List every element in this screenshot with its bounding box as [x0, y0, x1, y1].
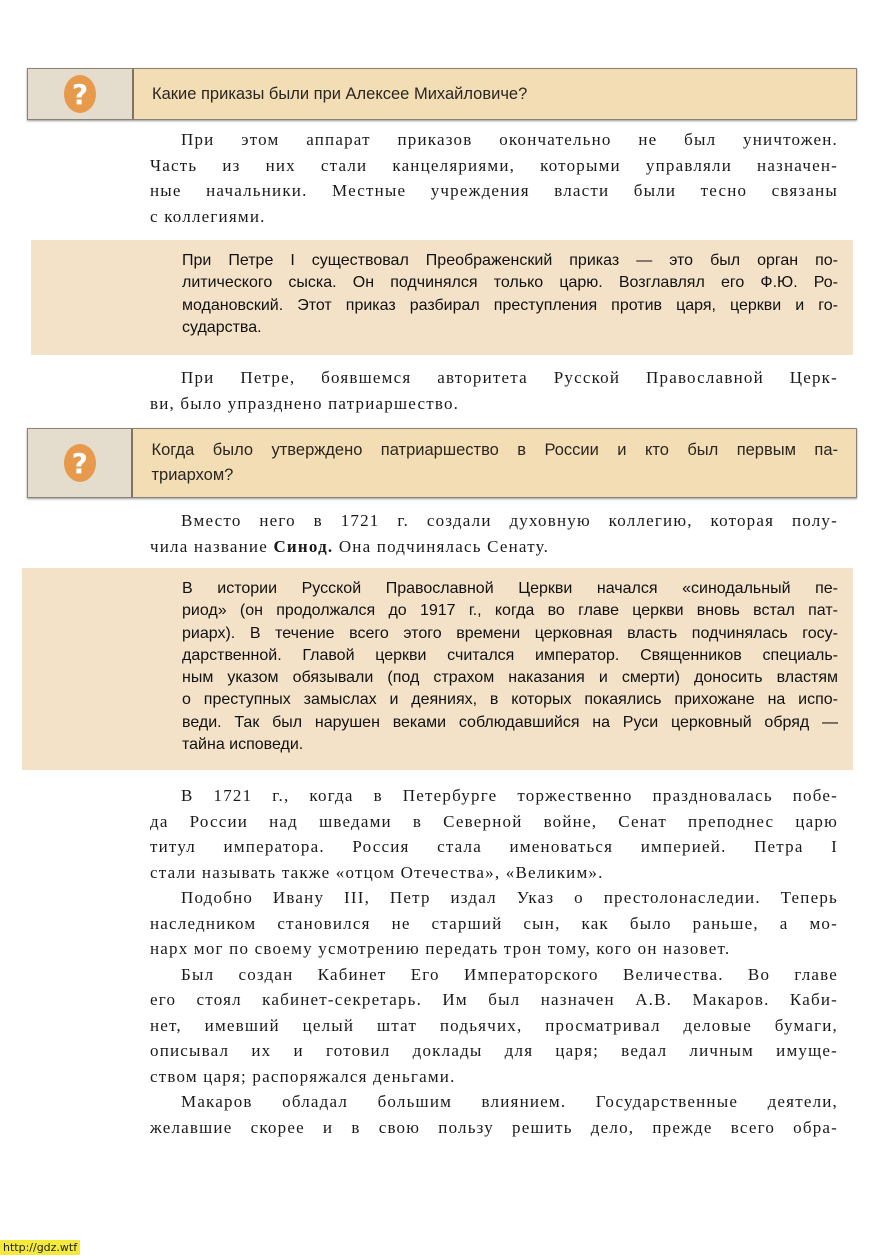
text-line: титул императора. Россия стала именоваться империей. Петра I	[150, 837, 838, 856]
question-line: триархом?	[151, 466, 234, 484]
term-synod: Синод.	[273, 536, 334, 556]
paragraph-2	[150, 365, 838, 416]
text-line: тайна исповеди.	[182, 736, 304, 754]
text-line: нет, имевший целый штат подьячих, просматривал деловые бумаги,	[150, 1015, 838, 1035]
text-line: ные начальники. Местные учреждения власти были тесно связаны	[150, 181, 838, 200]
text-line: Часть из них стали канцеляриями, которыми управляли назначен-	[150, 155, 838, 175]
info-box-2	[22, 568, 853, 770]
text-line: наследником становился не старший сын, как было раньше, а мо-	[150, 913, 838, 933]
text-line: нарх мог по своему усмотрению передать трон тому, кого он назовет.	[150, 939, 731, 958]
text-line: Подобно Ивану III, Петр издал Указ о престолонаследии. Теперь	[181, 888, 838, 907]
text-line: описывал их и готовил доклады для царя; ведал личным имуще-	[150, 1041, 838, 1060]
question-text	[133, 429, 856, 497]
question-icon: ?	[28, 429, 133, 497]
text-line: В 1721 г., когда в Петербурге торжественно праздновалась побе-	[181, 786, 838, 805]
question-box-1	[27, 68, 857, 120]
question-box-2	[27, 428, 857, 498]
text-line: Был создан Кабинет Его Императорского Величества. Во главе	[181, 964, 838, 984]
text-line	[150, 534, 838, 560]
text-line: В истории Русской Православной Церкви начался «синодальный пе-	[182, 580, 838, 597]
text-line: При Петре I существовал Преображенский приказ — это был орган по-	[182, 252, 838, 269]
text-line: Макаров обладал большим влиянием. Государственные деятели,	[181, 1092, 838, 1111]
text: чила название	[150, 536, 274, 556]
paragraph-4	[150, 783, 838, 1140]
question-line: Когда было утверждено патриаршество в России и кто был первым па-	[151, 441, 838, 459]
text-line: стали называть также «отцом Отечества», «Великим».	[150, 862, 604, 882]
text-line: При Петре, боявшемся авторитета Русской Православной Церк-	[181, 368, 838, 387]
text-line: о преступных замыслах и деяниях, в которых покаялись прихожане на испо-	[182, 691, 838, 709]
text-line: да России над шведами в Северной войне, Сенат преподнес царю	[150, 811, 838, 831]
text-line: с коллегиями.	[150, 206, 266, 226]
text-line: При этом аппарат приказов окончательно не был уничтожен.	[181, 130, 838, 149]
text-line: ви, было упразднено патриаршество.	[150, 393, 460, 413]
info-box-1	[31, 240, 853, 355]
paragraph-3	[150, 508, 838, 559]
text: Она подчинялась Сенату.	[333, 536, 550, 556]
question-text	[134, 69, 545, 119]
text-line: сударства.	[182, 318, 262, 336]
text-line: риарх). В течение всего этого времени церковная власть подчинялась госу-	[182, 624, 838, 642]
text-line: веди. Так был нарушен веками соблюдавшийся на Руси церковный обряд —	[182, 713, 838, 731]
text-line: желавшие скорее и в свою пользу решить дело, прежде всего обра-	[150, 1117, 838, 1137]
text-line: ством царя; распоряжался деньгами.	[150, 1066, 456, 1086]
text-line: Вместо него в 1721 г. создали духовную коллегию, которая полу-	[181, 511, 838, 530]
text-line: его стоял кабинет-секретарь. Им был назначен А.В. Макаров. Каби-	[150, 990, 838, 1009]
info-box-text	[182, 250, 838, 339]
question-icon: ?	[28, 69, 134, 119]
source-link[interactable]: http://gdz.wtf	[0, 1240, 80, 1255]
question-line: Какие приказы были при Алексее Михайловиче?	[152, 84, 528, 103]
text-line: ным указом обязывали (под страхом наказания и смерти) доносить властям	[182, 669, 838, 687]
text-line: литического сыска. Он подчинялся только царю. Возглавлял его Ф.Ю. Ро-	[182, 274, 838, 292]
text-line: риод» (он продолжался до 1917 г., когда во главе церкви вновь встал пат-	[182, 602, 838, 620]
paragraph-1	[150, 127, 838, 229]
text-line: модановский. Этот приказ разбирал преступления против царя, церкви и го-	[182, 296, 838, 314]
info-box-text	[182, 578, 838, 756]
text-line: дарственной. Главой церкви считался император. Священников специаль-	[182, 646, 838, 664]
